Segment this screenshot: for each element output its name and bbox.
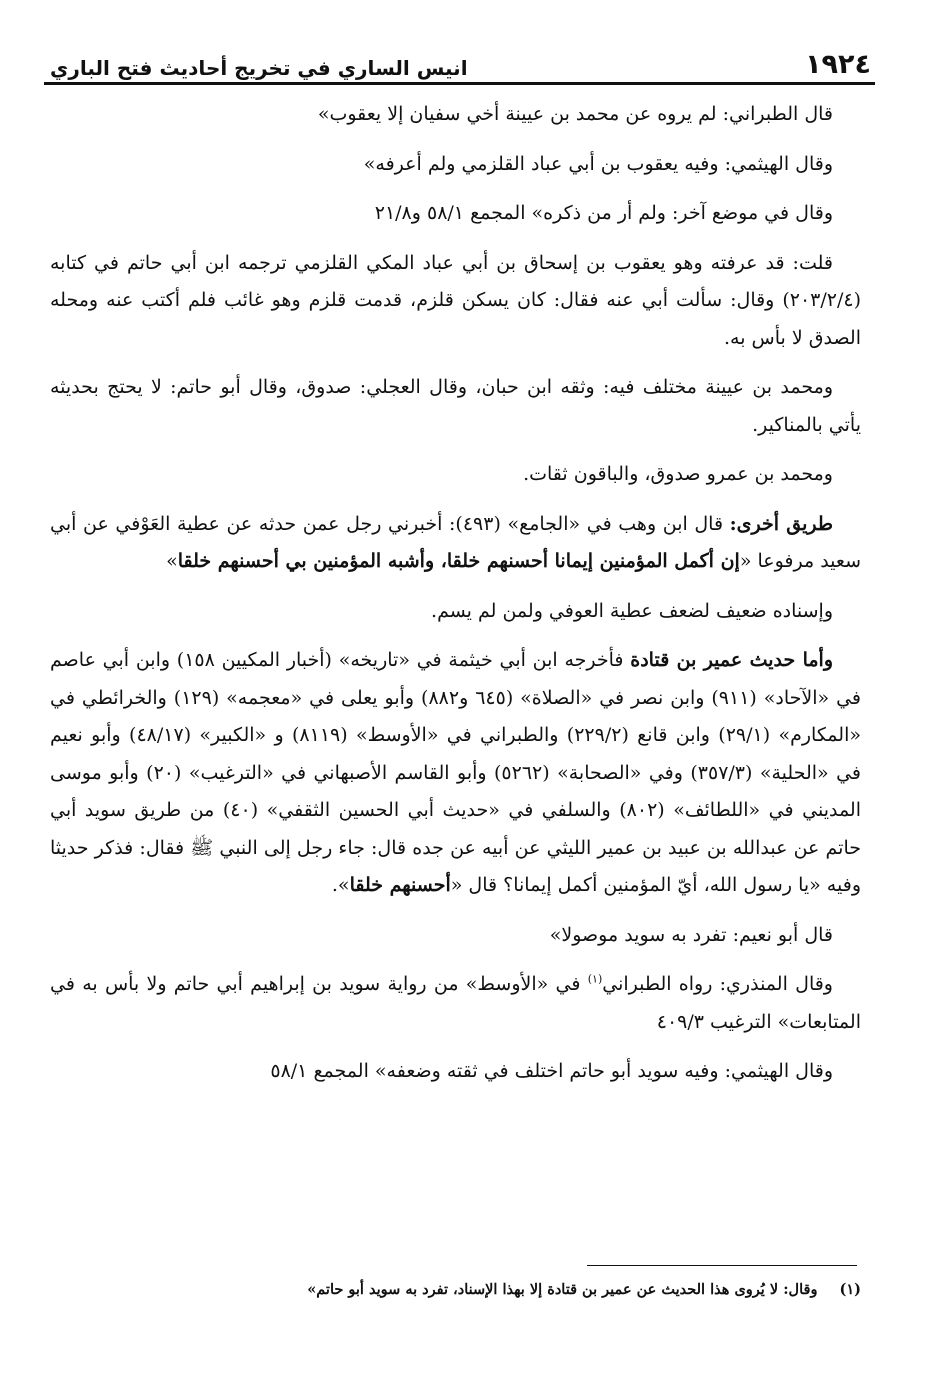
paragraph: ومحمد بن عمرو صدوق، والباقون ثقات. [523, 463, 833, 485]
page-body [50, 96, 861, 1103]
page-number: ١٩٢٤ [805, 49, 871, 80]
paragraph: ومحمد بن عيينة مختلف فيه: وثقه ابن حبان، وقال العجلي: صدوق، وقال أبو حاتم: لا يحتج بحديثه يأتي بالمناكير. [50, 376, 861, 436]
paragraph-lead: وأما حديث عمير بن قتادة [630, 649, 833, 671]
paragraph: وقال المنذري: رواه الطبراني$^{(١)}$ في «الأوسط» من رواية سويد بن إبراهيم أبي حاتم ولا بأس به في المتابعات» الترغيب ٤٠٩/٣ [50, 972, 861, 1033]
paragraph: وقال الهيثمي: وفيه سويد أبو حاتم اختلف في ثقته وضعفه» المجمع ٥٨/١ [270, 1060, 833, 1082]
footnote [50, 1278, 861, 1302]
paragraph: قال أبو نعيم: تفرد به سويد موصولا» [549, 923, 833, 946]
hadith-quote: أحسنهم خلقا [349, 874, 451, 896]
footnote-rule [587, 1265, 857, 1266]
page-header [44, 34, 875, 78]
paragraph: وقال الهيثمي: وفيه يعقوب بن أبي عباد القلزمي ولم أعرفه» [363, 152, 833, 175]
paragraph: قلت: قد عرفته وهو يعقوب بن إسحاق بن أبي عباد المكي القلزمي ترجمه ابن أبي حاتم في كتابه (٢٠٣/٢/٤) وقال: سألت أبي عنه فقال: كان يسكن قلزم، قدمت قلزم وهو غائب فلم أكتب عنه ومحله الصدق لا بأس به. [50, 251, 861, 349]
paragraph: طريق أخرى: قال ابن وهب في «الجامع» (٤٩٣): أخبرني رجل عمن حدثه عن عطية العَوْفي عن أبي سعيد مرفوعا «إن أكمل المؤمنين إيمانا أحسنهم خلقا، وأشبه المؤمنين بي أحسنهم خلقا» [50, 512, 861, 572]
running-title: انيس الساري في تخريج أحاديث فتح الباري [50, 56, 468, 80]
footnote-text: وقال: لا يُروى هذا الحديث عن عمير بن قتادة إلا بهذا الإسناد، تفرد به سويد أبو حاتم» [307, 1281, 818, 1298]
footnote-number: (١) [839, 1281, 861, 1298]
header-rule [44, 82, 875, 85]
paragraph: وأما حديث عمير بن قتادة فأخرجه ابن أبي خيثمة في «تاريخه» (أخبار المكيين ١٥٨) وابن أبي عاصم في «الآحاد» (٩١١) وابن نصر في «الصلاة» (٦٤٥ و٨٨٢) وأبو يعلى في «معجمه» (١٢٩) والخرائطي في «المكارم» (٢٩/١) وابن قانع (٢٢٩/٢) والطبراني في «الأوسط» (٨١١٩) و «الكبير» (٤٨/١٧) وأبو نعيم في «الحلية» (٣٥٧/٣) وفي «الصحابة» (٥٢٦٢) وأبو القاسم الأصبهاني في «الترغيب» (٢٠) وأبو موسى المديني في «اللطائف» (٨٠٢) والسلفي في «حديث أبي الحسين الثقفي» (٤٠) من طريق سويد أبي حاتم عن عبدالله بن عبيد بن عمير الليثي عن أبيه عن جده قال: جاء رجل إلى النبي ﷺ فقال: فذكر حديثا وفيه «يا رسول الله، أيّ المؤمنين أكمل إيمانا؟ قال «أحسنهم خلقا». [50, 649, 862, 896]
paragraph: وقال في موضع آخر: ولم أر من ذكره» المجمع ٥٨/١ و٢١/٨ [374, 202, 833, 224]
hadith-quote: إن أكمل المؤمنين إيمانا أحسنهم خلقا، وأشبه المؤمنين بي أحسنهم خلقا [177, 550, 740, 572]
footnote-marker[interactable]: (١) [587, 972, 603, 986]
paragraph-lead: طريق أخرى: [729, 512, 833, 535]
paragraph: وإسناده ضعيف لضعف عطية العوفي ولمن لم يسم. [431, 599, 833, 622]
paragraph: قال الطبراني: لم يروه عن محمد بن عيينة أخي سفيان إلا يعقوب» [317, 103, 833, 125]
